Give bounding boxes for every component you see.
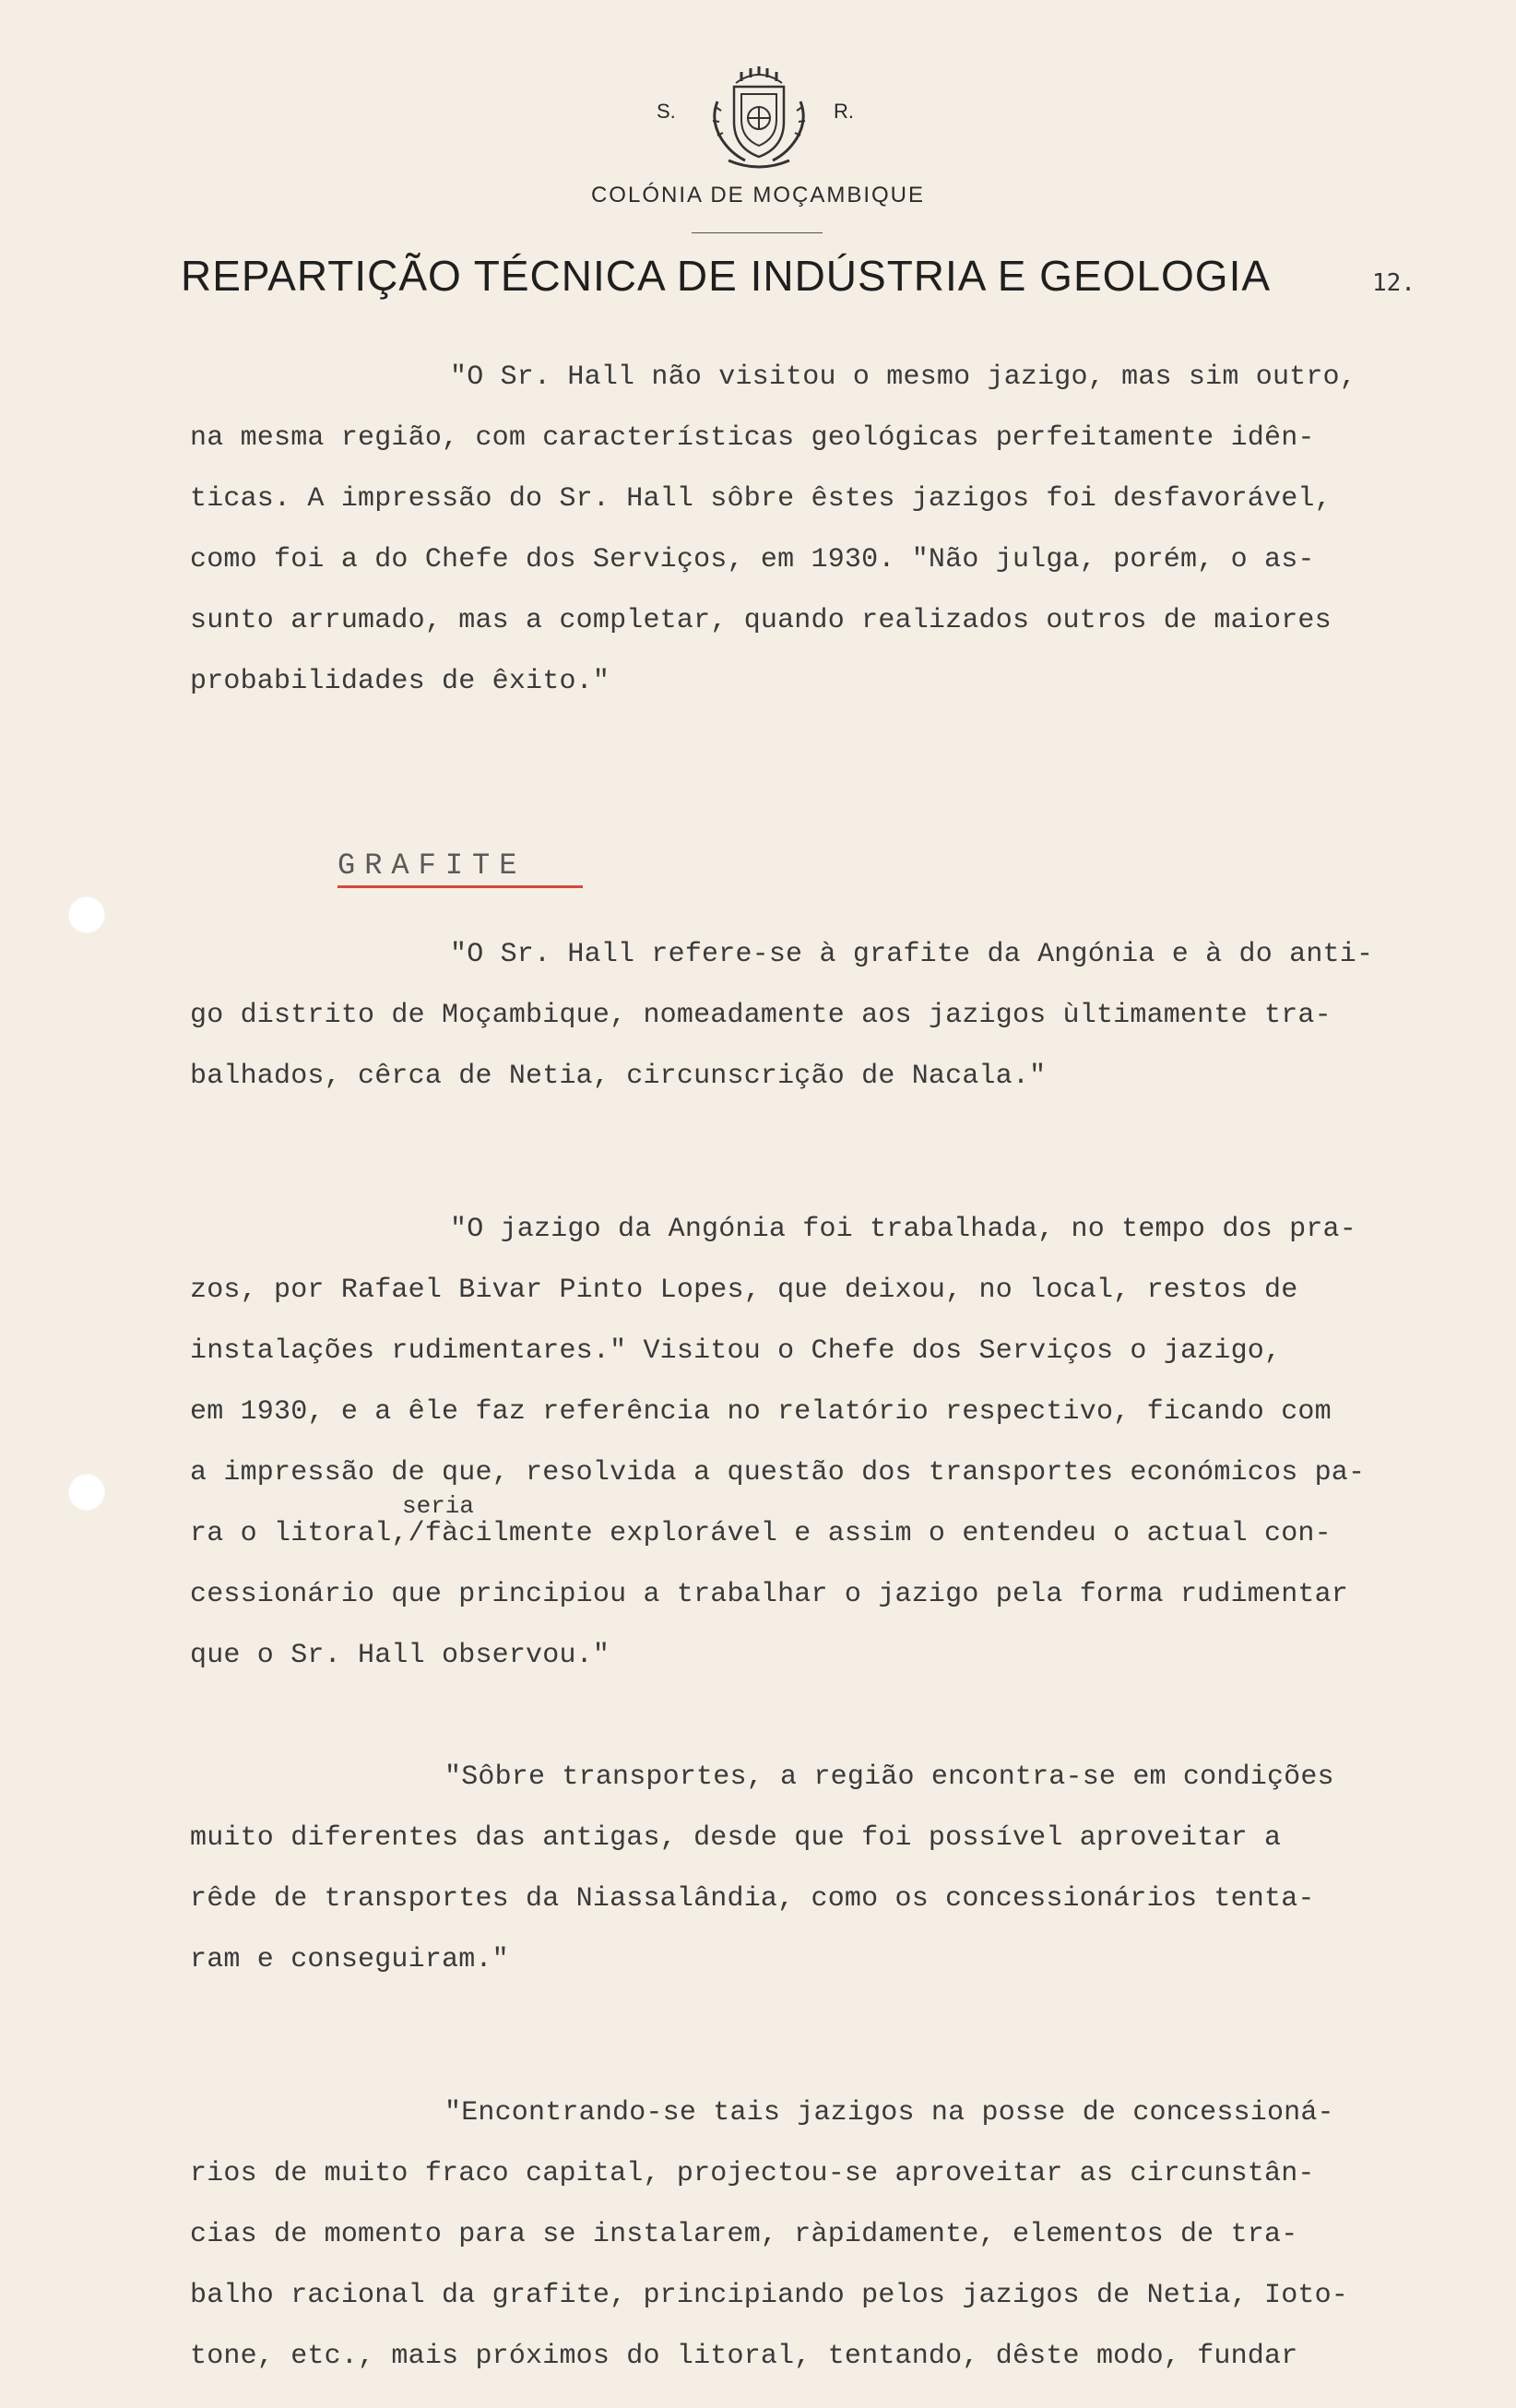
paragraph-4-line-4: ram e conseguiram." — [190, 1944, 509, 1975]
punch-hole-bottom — [68, 1474, 105, 1511]
paragraph-3-line-2: zos, por Rafael Bivar Pinto Lopes, que deixou, no local, restos de — [190, 1275, 1298, 1306]
paragraph-2-line-3: balhados, cêrca de Netia, circunscrição de Nacala." — [190, 1061, 1047, 1092]
paragraph-5-line-2: rios de muito fraco capital, projectou-se aproveitar as circunstân- — [190, 2158, 1315, 2189]
paragraph-1-line-4: como foi a do Chefe dos Serviços, em 1930. "Não julga, porém, o as- — [190, 544, 1315, 575]
coat-of-arms-seal-icon — [708, 65, 810, 171]
paragraph-3-line-6: ra o litoral,/fàcilmente explorável e assim o entendeu o actual con- — [190, 1518, 1332, 1549]
sr-right-initial: R. — [834, 100, 854, 123]
interlinear-insertion: seria — [402, 1492, 475, 1520]
paragraph-1-line-5: sunto arrumado, mas a completar, quando realizados outros de maiores — [190, 605, 1332, 636]
paragraph-3-line-7: cessionário que principiou a trabalhar o jazigo pela forma rudimentar — [190, 1579, 1349, 1610]
paragraph-3-line-4: em 1930, e a êle faz referência no relatório respectivo, ficando com — [190, 1396, 1332, 1428]
paragraph-1-line-2: na mesma região, com características geológicas perfeitamente idên- — [190, 422, 1315, 454]
paragraph-1-line-3: ticas. A impressão do Sr. Hall sôbre êstes jazigos foi desfavorável, — [190, 483, 1332, 515]
header-divider — [692, 232, 823, 233]
sr-left-initial: S. — [657, 100, 676, 123]
paragraph-5-line-3: cias de momento para se instalarem, ràpidamente, elementos de tra- — [190, 2219, 1298, 2250]
paragraph-3-line-5: a impressão de que, resolvida a questão dos transportes económicos pa- — [190, 1457, 1366, 1489]
page-number: 12. — [1372, 269, 1415, 297]
paragraph-3-line-8: que o Sr. Hall observou." — [190, 1640, 610, 1671]
paragraph-3-line-1: "O jazigo da Angónia foi trabalhada, no tempo dos pra- — [450, 1214, 1356, 1245]
paragraph-5-line-5: tone, etc., mais próximos do litoral, tentando, dêste modo, fundar — [190, 2341, 1298, 2372]
paragraph-4-line-1: "Sôbre transportes, a região encontra-se em condições — [444, 1762, 1334, 1793]
section-heading-grafite: GRAFITE — [338, 848, 527, 883]
paragraph-1-line-1: "O Sr. Hall não visitou o mesmo jazigo, mas sim outro, — [450, 362, 1356, 393]
punch-hole-top — [68, 896, 105, 933]
paragraph-5-line-1: "Encontrando-se tais jazigos na posse de concessioná- — [444, 2097, 1334, 2129]
paragraph-1-line-6: probabilidades de êxito." — [190, 666, 610, 697]
department-title: REPARTIÇÃO TÉCNICA DE INDÚSTRIA E GEOLOGIA — [181, 252, 1272, 300]
paragraph-2-line-1: "O Sr. Hall refere-se à grafite da Angónia e à do anti- — [450, 939, 1374, 970]
paragraph-4-line-2: muito diferentes das antigas, desde que foi possível aproveitar a — [190, 1822, 1282, 1854]
paragraph-2-line-2: go distrito de Moçambique, nomeadamente aos jazigos ùltimamente tra- — [190, 1000, 1332, 1031]
colony-name: COLÓNIA DE MOÇAMBIQUE — [590, 183, 926, 208]
heading-underline — [338, 885, 583, 888]
paragraph-3-line-3: instalações rudimentares." Visitou o Chefe dos Serviços o jazigo, — [190, 1335, 1282, 1367]
paragraph-5-line-4: balho racional da grafite, principiando pelos jazigos de Netia, Ioto- — [190, 2280, 1349, 2311]
paragraph-4-line-3: rêde de transportes da Niassalândia, como os concessionários tenta- — [190, 1883, 1315, 1915]
